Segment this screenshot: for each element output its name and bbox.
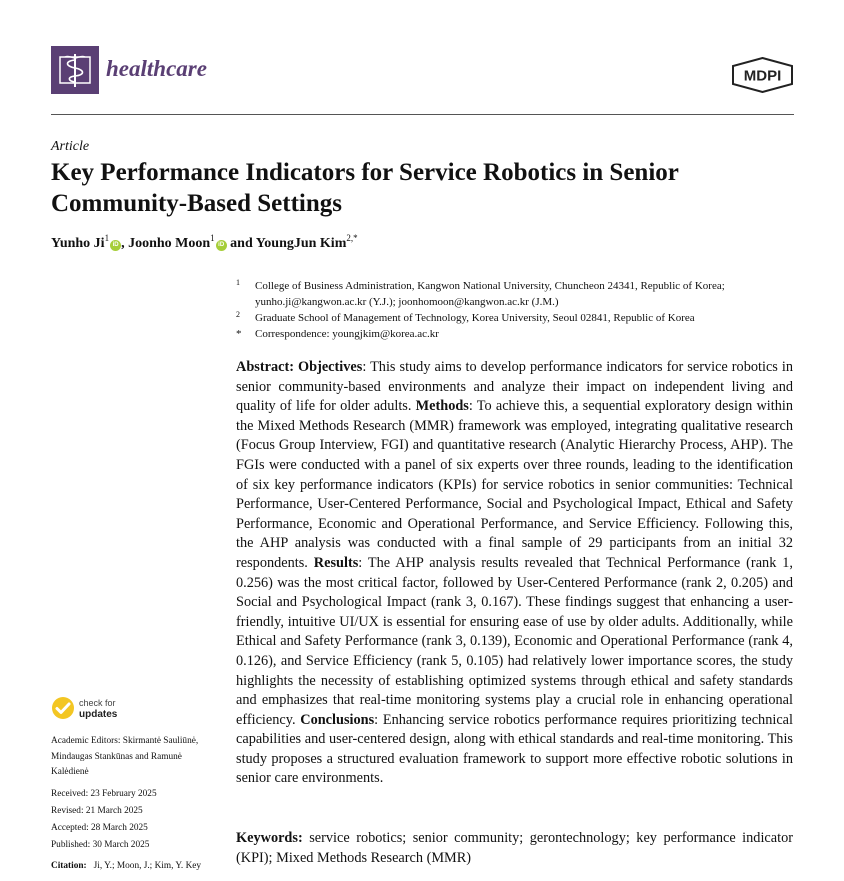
- author-separator: ,: [121, 236, 129, 251]
- check-for-updates-icon: [51, 696, 75, 720]
- abstract: [236, 358, 793, 789]
- abstract-label: Abstract:: [236, 359, 294, 375]
- results-label: Results: [313, 554, 359, 571]
- mdpi-logo-icon[interactable]: [731, 57, 794, 93]
- received-date: Received: 23 February 2025: [51, 789, 157, 799]
- objectives-text: : This study aims to develop performance indicators for service robotics in senior community-based environments and analyze their impact on independent living and quality of life for older adults.: [236, 359, 793, 415]
- citation-label: Citation:: [51, 861, 87, 871]
- author-name[interactable]: Yunho Ji: [51, 236, 105, 251]
- affiliation-mark: 2: [236, 310, 240, 319]
- conclusions-text: : Enhancing service robotics performance requires prioritizing technical capabilities and user-centered design, along with ethical standards and real-time monitoring. This study proposes a structured evaluation framework to support more effective robotic solutions in senior care environments.: [236, 711, 793, 787]
- affiliation-text: Graduate School of Management of Technology, Korea University, Seoul 02841, Republic of Korea: [255, 312, 695, 324]
- affiliation-mark: 1: [236, 278, 240, 287]
- header-divider: [51, 114, 794, 115]
- published-date: Published: 30 March 2025: [51, 840, 150, 850]
- affiliation-text: College of Business Administration, Kangwon National University, Chuncheon 24341, Republic of Korea;: [255, 280, 725, 292]
- conclusions-label: Conclusions: [300, 711, 375, 728]
- affiliation-item: [236, 310, 796, 326]
- author-separator: and: [226, 236, 256, 251]
- affiliation-emails[interactable]: yunho.ji@kangwon.ac.kr (Y.J.); joonhomoon@kangwon.ac.kr (J.M.): [255, 296, 559, 308]
- author-list: [51, 233, 358, 252]
- svg-text:MDPI: MDPI: [743, 67, 782, 85]
- orcid-icon[interactable]: iD: [110, 240, 121, 251]
- keywords-label: Keywords:: [236, 830, 303, 846]
- academic-editors: Academic Editors: Skirmantė Sauliūnė, Mindaugas Stankūnas and Ramunė Kalėdienė: [51, 736, 199, 777]
- author-name[interactable]: Joonho Moon: [128, 236, 211, 251]
- correspondence: [236, 326, 796, 342]
- journal-name[interactable]: healthcare: [106, 56, 207, 81]
- methods-label: Methods: [415, 398, 469, 415]
- orcid-icon[interactable]: iD: [216, 240, 227, 251]
- correspondence-text[interactable]: Correspondence: youngjkim@korea.ac.kr: [255, 328, 439, 340]
- correspondence-mark: *: [236, 328, 242, 340]
- author-name[interactable]: YoungJun Kim: [255, 236, 347, 251]
- check-for-updates-line1: check for: [79, 698, 116, 708]
- check-for-updates-line2: updates: [79, 709, 118, 720]
- author-affiliation-mark: 1: [210, 233, 215, 243]
- article-title: Key Performance Indicators for Service Robotics in Senior Community-Based Settings: [51, 159, 679, 217]
- article-type: Article: [51, 139, 90, 154]
- objectives-label: Objectives: [298, 359, 363, 375]
- methods-text: : To achieve this, a sequential exploratory design within the Mixed Methods Research (MMR) framework was employed, integrating qualitative research (Focus Group Interview, FGI) and quantitative research (Analytic Hierarchy Process, AHP). The FGIs were conducted with a panel of six experts over three rounds, leading to the identification of six key performance indicators (KPIs) for service robotics in senior communities: Technical Performance, User-Centered Performance, Social and Psychological Impact, Ethical and Safety Performance, Economic and Operational Performance, and Service Efficiency. Following this, the AHP analysis was conducted with a final sample of 29 participants from an initial 32 respondents.: [236, 398, 793, 571]
- citation: [51, 859, 221, 875]
- revised-date: Revised: 21 March 2025: [51, 806, 143, 816]
- author-affiliation-mark: 1: [104, 233, 110, 243]
- affiliation-item: [236, 294, 796, 310]
- author-affiliation-mark: 2,*: [346, 233, 358, 243]
- check-for-updates-button[interactable]: [51, 696, 171, 722]
- publication-dates: [51, 786, 221, 854]
- citation-text: Ji, Y.; Moon, J.; Kim, Y. Key: [93, 861, 202, 871]
- results-text: : The AHP analysis results revealed that Technical Performance (rank 1, 0.256) was the most critical factor, followed by User-Centered Performance (rank 2, 0.205) and Social and Psychological Impact (rank 3, 0.167). These findings suggest that enhancing a user-friendly, intuitive UI/UX is essential for ensuring ease of use by older adults. Additionally, while Ethical and Safety Performance (rank 3, 0.139), Economic and Operational Performance (rank 4, 0.126), and Service Efficiency (rank 5, 0.105) had relatively lower importance scores, the study highlights the necessity of establishing optimized systems through ethical and safety standards and emphasizes that real-time monitoring systems play a crucial role in enhancing operational efficiency.: [236, 554, 793, 728]
- keywords: [236, 829, 793, 868]
- accepted-date: Accepted: 28 March 2025: [51, 823, 148, 833]
- healthcare-logo-icon[interactable]: [51, 46, 99, 94]
- keywords-text: service robotics; senior community; gerontechnology; key performance indicator (KPI); Mixed Methods Research (MMR): [236, 830, 793, 866]
- affiliations: [236, 278, 796, 342]
- affiliation-item: [236, 278, 796, 294]
